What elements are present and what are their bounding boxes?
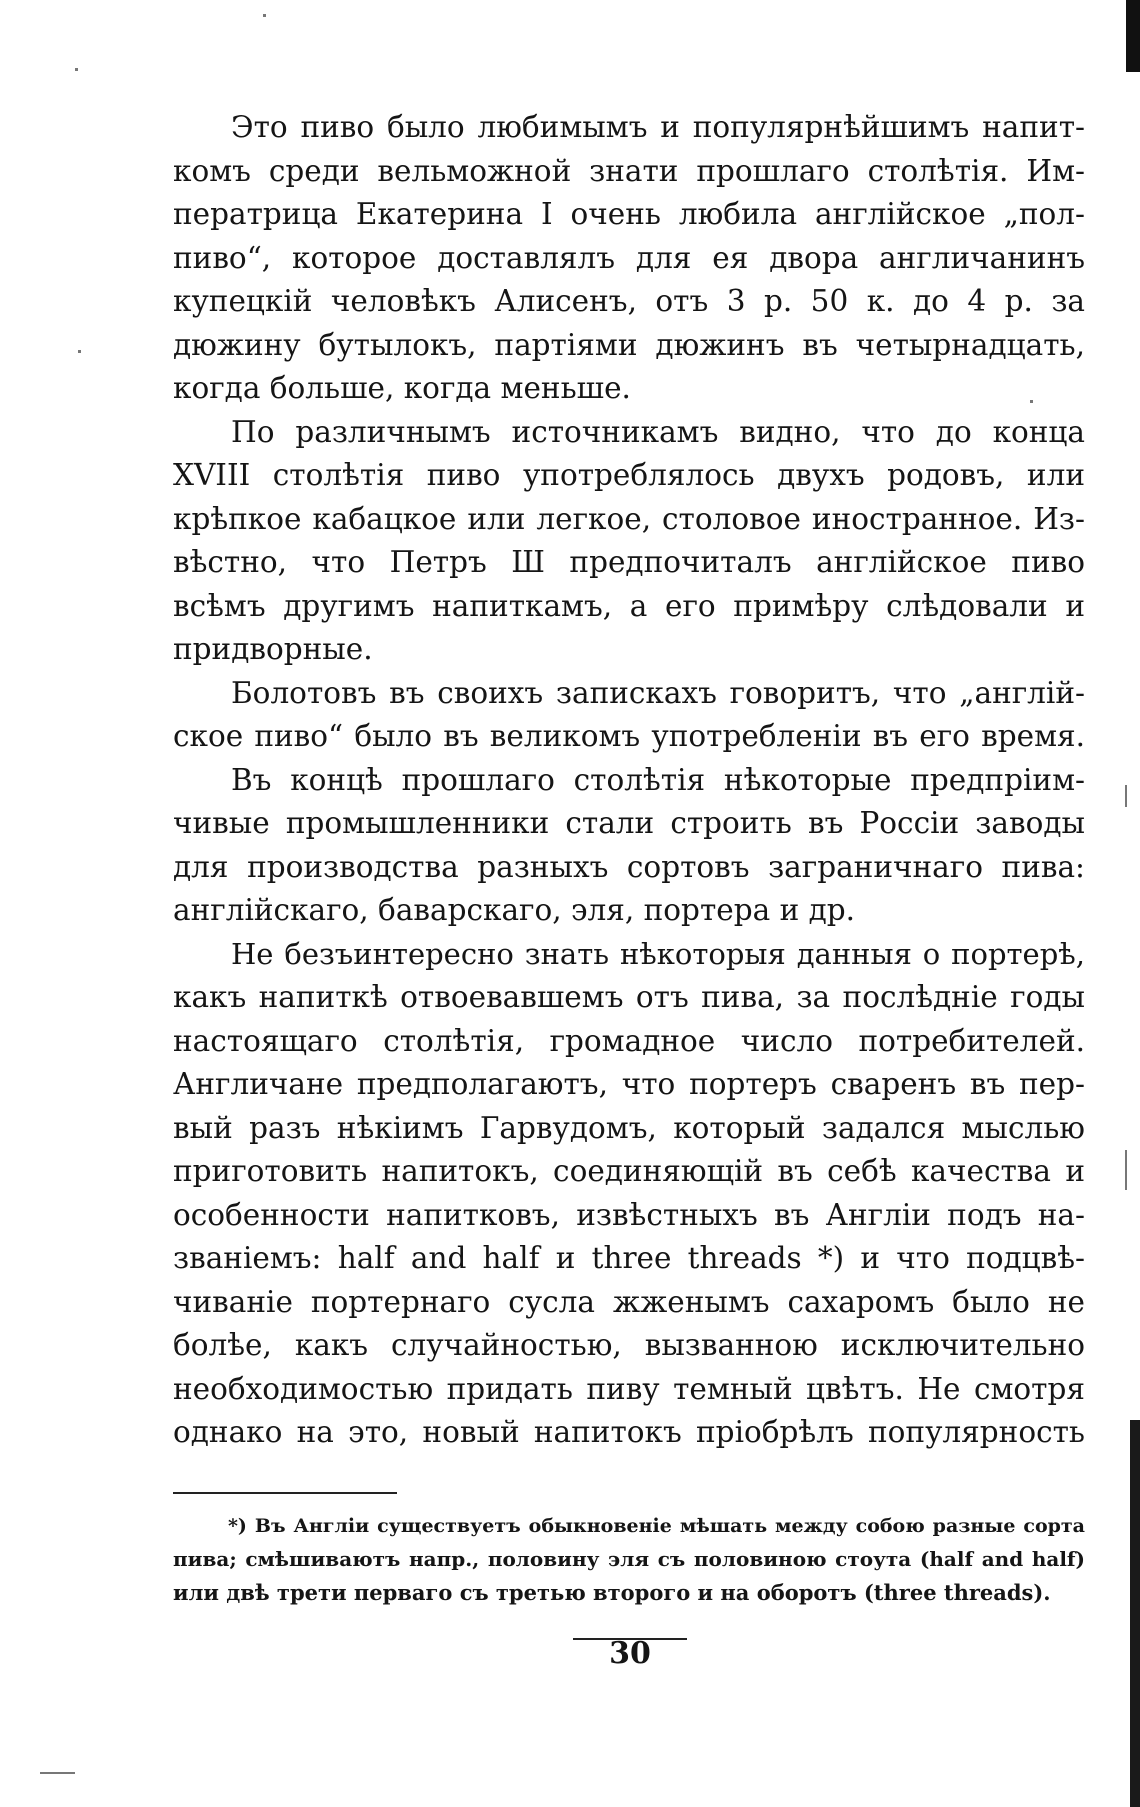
page-number: 30	[609, 1636, 651, 1671]
footnote-line: или двѣ трети перваго съ третью второго и на оборотъ (three threads).	[173, 1580, 1051, 1605]
text-line: комъ среди вельможной знати прошлаго столѣтія. Им-	[173, 153, 1085, 188]
text-line: купецкій человѣкъ Алисенъ, отъ 3 р. 50 к. до 4 р. за	[173, 284, 1085, 318]
scan-speck	[1125, 785, 1127, 807]
body-text	[173, 106, 1085, 1455]
scan-speck	[263, 14, 266, 17]
text-line: придворные.	[173, 632, 373, 666]
footnote	[173, 1510, 1085, 1609]
scan-speck	[78, 350, 81, 353]
text-line: Въ концѣ прошлаго столѣтія нѣкоторые предпріим-	[231, 762, 1085, 797]
scan-edge-bottom	[1130, 1420, 1140, 1807]
text-line: По различнымъ источникамъ видно, что до конца	[231, 414, 1085, 449]
text-line: для производства разныхъ сортовъ заграничнаго пива:	[173, 849, 1085, 884]
text-line: Болотовъ въ своихъ запискахъ говоритъ, что „англій-	[231, 675, 1085, 710]
footnote-line: пива; смѣшиваютъ напр., половину эля съ половиною стоута (half and half)	[173, 1547, 1085, 1571]
text-line: крѣпкое кабацкое или легкое, столовое иностранное. Из-	[173, 501, 1085, 536]
text-line: пиво“, которое доставлялъ для ея двора англичанинъ	[173, 240, 1085, 275]
text-line: чиваніе портернаго сусла жженымъ сахаромъ было не	[173, 1284, 1085, 1319]
text-line: XVIII столѣтія пиво употреблялось двухъ родовъ, или	[173, 458, 1085, 492]
text-line: всѣмъ другимъ напиткамъ, а его примѣру слѣдовали и	[173, 588, 1085, 623]
text-line: необходимостью придать пиву темный цвѣтъ. Не смотря	[173, 1371, 1085, 1406]
text-line: когда больше, когда меньше.	[173, 371, 631, 405]
text-line: Не безъинтересно знать нѣкоторыя данныя о портерѣ,	[231, 936, 1085, 971]
text-line: англійскаго, баварскаго, эля, портера и др.	[173, 893, 856, 927]
text-line: ское пиво“ было въ великомъ употребленіи въ его время.	[173, 719, 1085, 753]
scan-speck	[1125, 1150, 1127, 1190]
text-line: особенности напитковъ, извѣстныхъ въ Англіи подъ на-	[173, 1197, 1085, 1232]
text-line: настоящаго столѣтія, громадное число потребителей.	[173, 1023, 1085, 1058]
scan-edge-top	[1126, 0, 1140, 72]
scan-speck	[40, 1772, 75, 1774]
footnote-line: *) Въ Англіи существуетъ обыкновеніе мѣшать между собою разные сорта	[228, 1515, 1085, 1537]
scan-speck	[75, 68, 78, 71]
text-line: какъ напиткѣ отвоевавшемъ отъ пива, за послѣдніе годы	[173, 980, 1085, 1014]
text-line: Это пиво было любимымъ и популярнѣйшимъ напит-	[231, 110, 1085, 144]
text-line: чивые промышленники стали строить въ Россіи заводы	[173, 806, 1085, 840]
text-line: Англичане предполагаютъ, что портеръ сваренъ въ пер-	[173, 1067, 1085, 1101]
text-line: однако на это, новый напитокъ пріобрѣлъ популярность	[173, 1415, 1085, 1449]
text-line: дюжину бутылокъ, партіями дюжинъ въ четырнадцать,	[173, 327, 1085, 362]
text-line: званіемъ: half and half и three threads *) и что подцвѣ-	[173, 1241, 1085, 1275]
text-line: болѣе, какъ случайностью, вызванною исключительно	[173, 1328, 1085, 1362]
text-line: приготовить напитокъ, соединяющій въ себѣ качества и	[173, 1154, 1085, 1188]
text-line: вый разъ нѣкіимъ Гарвудомъ, который задался мыслью	[173, 1110, 1085, 1145]
footnote-separator	[173, 1492, 397, 1494]
text-line: ператрица Екатерина I очень любила англійское „пол-	[173, 197, 1085, 231]
text-line: вѣстно, что Петръ Ш предпочиталъ англійское пиво	[173, 545, 1085, 579]
